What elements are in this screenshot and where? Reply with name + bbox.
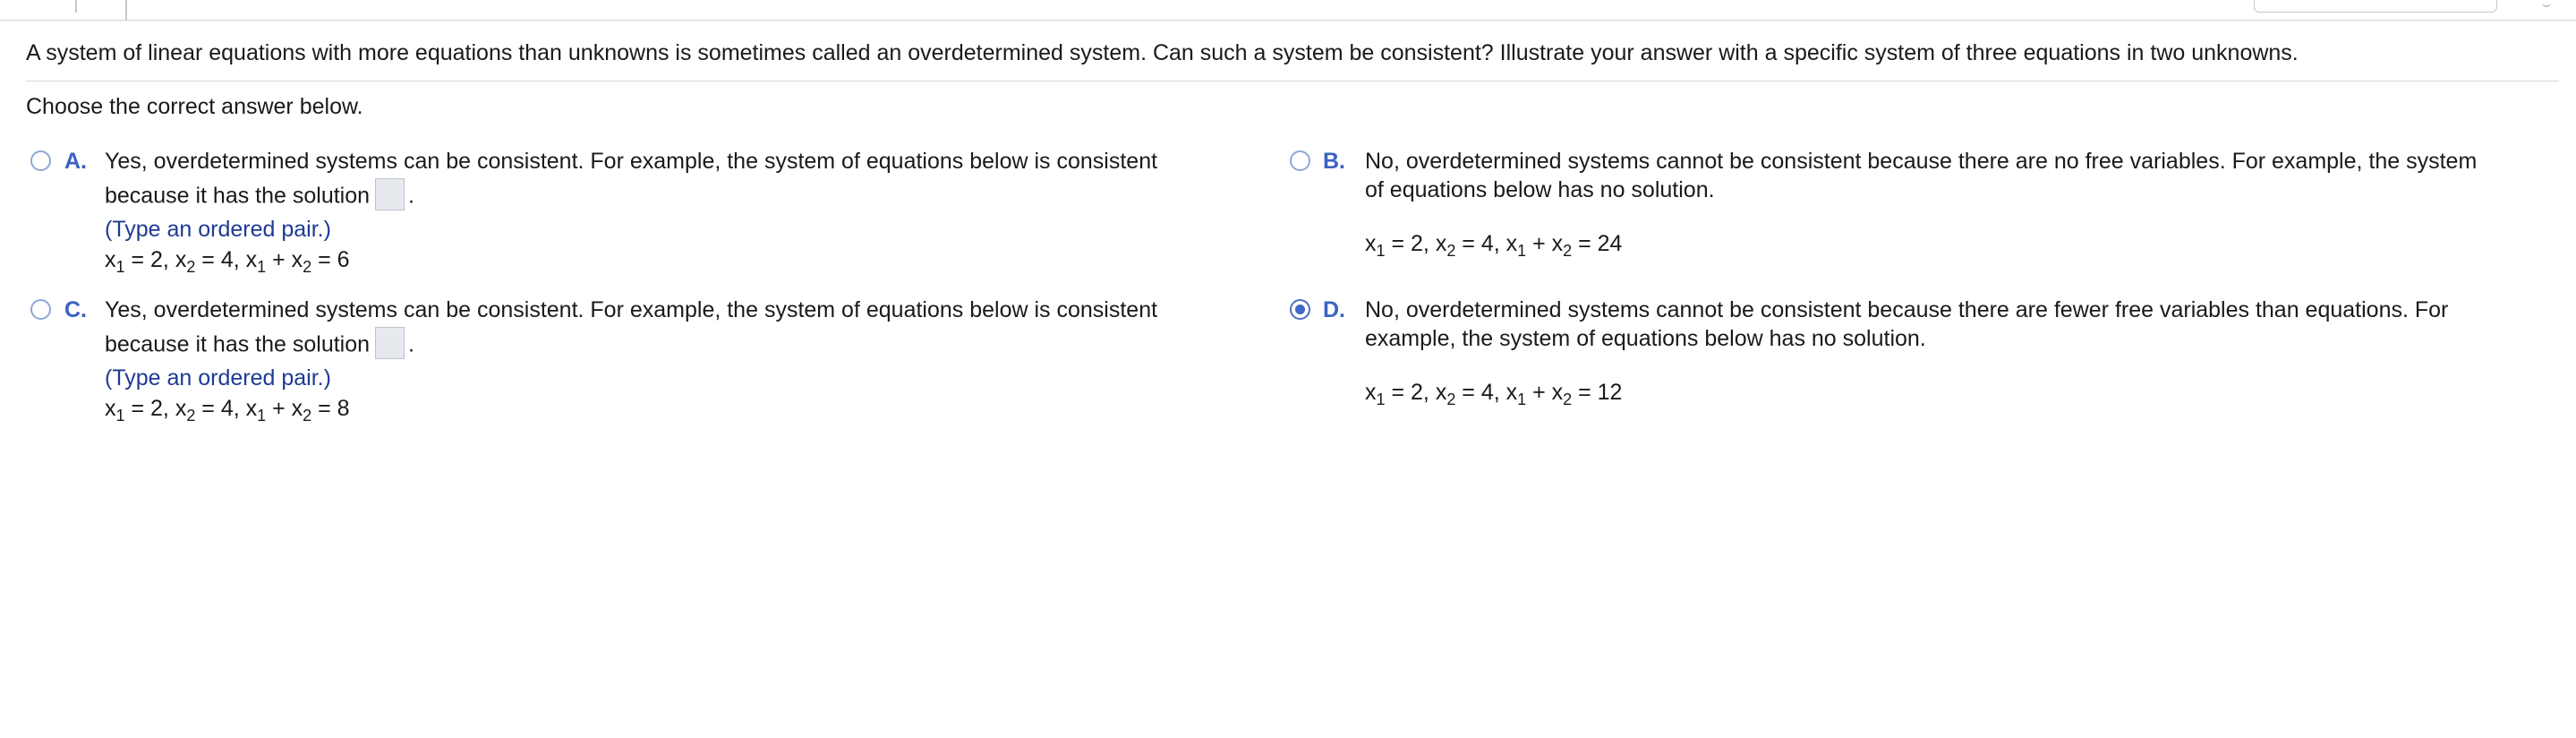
option-b-text-line2: of equations below has no solution. — [1365, 177, 1715, 202]
period: . — [408, 331, 414, 357]
option-b-text-line1: No, overdetermined systems cannot be consistent because there are no free variables. For example, the system — [1365, 149, 2478, 174]
equation-system-d: $x_1 = 2$, $x_2 = 4$, $x_1 + x_2 = 12$ — [1365, 380, 1623, 408]
option-a-text-line1: Yes, overdetermined systems can be consistent. For example, the system of equations below is consistent — [105, 149, 1158, 174]
option-a-text-line2 — [105, 181, 414, 213]
toolbar-control[interactable] — [2254, 0, 2497, 13]
radio-button-a[interactable] — [30, 150, 51, 171]
solution-answer-box-a[interactable] — [375, 178, 405, 210]
toolbar-divider — [125, 0, 127, 20]
option-letter-a: A. — [64, 149, 87, 174]
option-c-text-line2 — [105, 330, 414, 362]
equation-system-c: $x_1 = 2$, $x_2 = 4$, $x_1 + x_2 = 8$ — [105, 396, 350, 425]
option-letter-d: D. — [1323, 297, 1345, 322]
top-toolbar — [0, 0, 2576, 21]
equation-system-a: $x_1 = 2$, $x_2 = 4$, $x_1 + x_2 = 6$ — [105, 247, 350, 276]
option-letter-c: C. — [64, 297, 87, 322]
ordered-pair-hint-a: (Type an ordered pair.) — [105, 217, 331, 242]
toolbar-divider — [75, 0, 77, 13]
option-d-text-line1: No, overdetermined systems cannot be consistent because there are fewer free variables than equations. For — [1365, 297, 2449, 322]
radio-button-b[interactable] — [1290, 150, 1310, 171]
period: . — [408, 183, 414, 209]
question-text: A system of linear equations with more equations than unknowns is sometimes called an overdetermined system. Can such a system be consistent? Illustrate your answer with a specific system of three equations in two unknowns. — [26, 40, 2299, 65]
radio-button-c[interactable] — [30, 299, 51, 320]
ordered-pair-hint-c: (Type an ordered pair.) — [105, 365, 331, 390]
radio-button-d[interactable] — [1290, 299, 1310, 320]
option-a-solution-label: because it has the solution — [105, 183, 371, 209]
option-letter-b: B. — [1323, 149, 1345, 174]
option-c-text-line1: Yes, overdetermined systems can be consistent. For example, the system of equations below is consistent — [105, 297, 1158, 322]
equation-system-b: $x_1 = 2$, $x_2 = 4$, $x_1 + x_2 = 24$ — [1365, 231, 1623, 260]
solution-answer-box-c[interactable] — [375, 327, 405, 359]
divider — [26, 81, 2559, 82]
option-d-text-line2: example, the system of equations below has no solution. — [1365, 326, 1926, 351]
toolbar-icon[interactable] — [2542, 0, 2551, 7]
answer-prompt: Choose the correct answer below. — [26, 94, 363, 119]
radio-selected-dot — [1295, 305, 1305, 314]
option-c-solution-label: because it has the solution — [105, 331, 371, 357]
